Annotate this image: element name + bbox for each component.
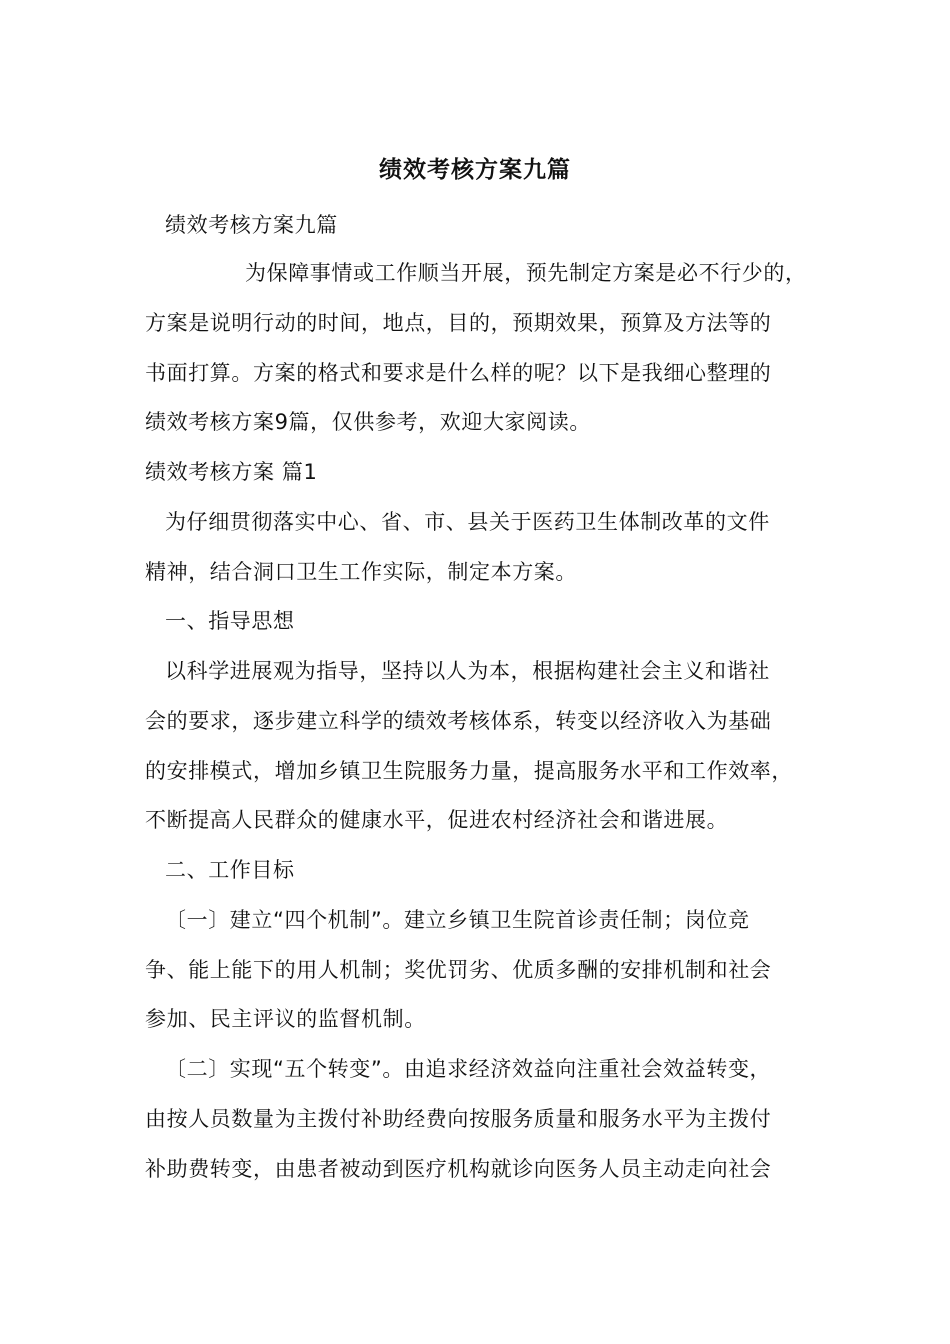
subtitle-line: 绩效考核方案九篇 — [165, 213, 338, 237]
paragraph-line: 以科学进展观为指导，坚持以人为本，根据构建社会主义和谐社 — [165, 659, 770, 683]
paragraph-line: 参加、民主评议的监督机制。 — [145, 1007, 426, 1031]
paragraph-line: 〔一〕建立“四个机制”。建立乡镇卫生院首诊责任制；岗位竞 — [165, 908, 750, 932]
paragraph-line: 方案是说明行动的时间，地点，目的，预期效果，预算及方法等的 — [145, 311, 772, 335]
paragraph-line: 争、能上能下的用人机制；奖优罚劣、优质多酬的安排机制和社会 — [145, 958, 772, 982]
section-heading: 一、指导思想 — [165, 609, 295, 633]
document-title: 绩效考核方案九篇 — [379, 157, 571, 183]
paragraph-line: 由按人员数量为主拨付补助经费向按服务质量和服务水平为主拨付 — [145, 1107, 772, 1131]
paragraph-line: 的安排模式，增加乡镇卫生院服务力量，提高服务水平和工作效率， — [145, 759, 793, 783]
paragraph-line: 不断提高人民群众的健康水平，促进农村经济社会和谐进展。 — [145, 808, 729, 832]
paragraph-line: 补助费转变，由患者被动到医疗机构就诊向医务人员主动走向社会 — [145, 1157, 772, 1181]
section-heading: 绩效考核方案 篇1 — [145, 460, 318, 484]
paragraph-line: 精神，结合洞口卫生工作实际，制定本方案。 — [145, 560, 577, 584]
paragraph-line: 书面打算。方案的格式和要求是什么样的呢？以下是我细心整理的 — [145, 361, 772, 385]
paragraph-line: 会的要求，逐步建立科学的绩效考核体系，转变以经济收入为基础 — [145, 709, 772, 733]
section-heading: 二、工作目标 — [165, 858, 295, 882]
paragraph-line: 〔二〕实现“五个转变”。由追求经济效益向注重社会效益转变， — [165, 1057, 772, 1081]
paragraph-line: 为保障事情或工作顺当开展，预先制定方案是必不行少的， — [245, 261, 807, 285]
paragraph-line: 绩效考核方案9篇，仅供参考，欢迎大家阅读。 — [145, 410, 591, 434]
paragraph-line: 为仔细贯彻落实中心、省、市、县关于医药卫生体制改革的文件 — [165, 510, 770, 534]
